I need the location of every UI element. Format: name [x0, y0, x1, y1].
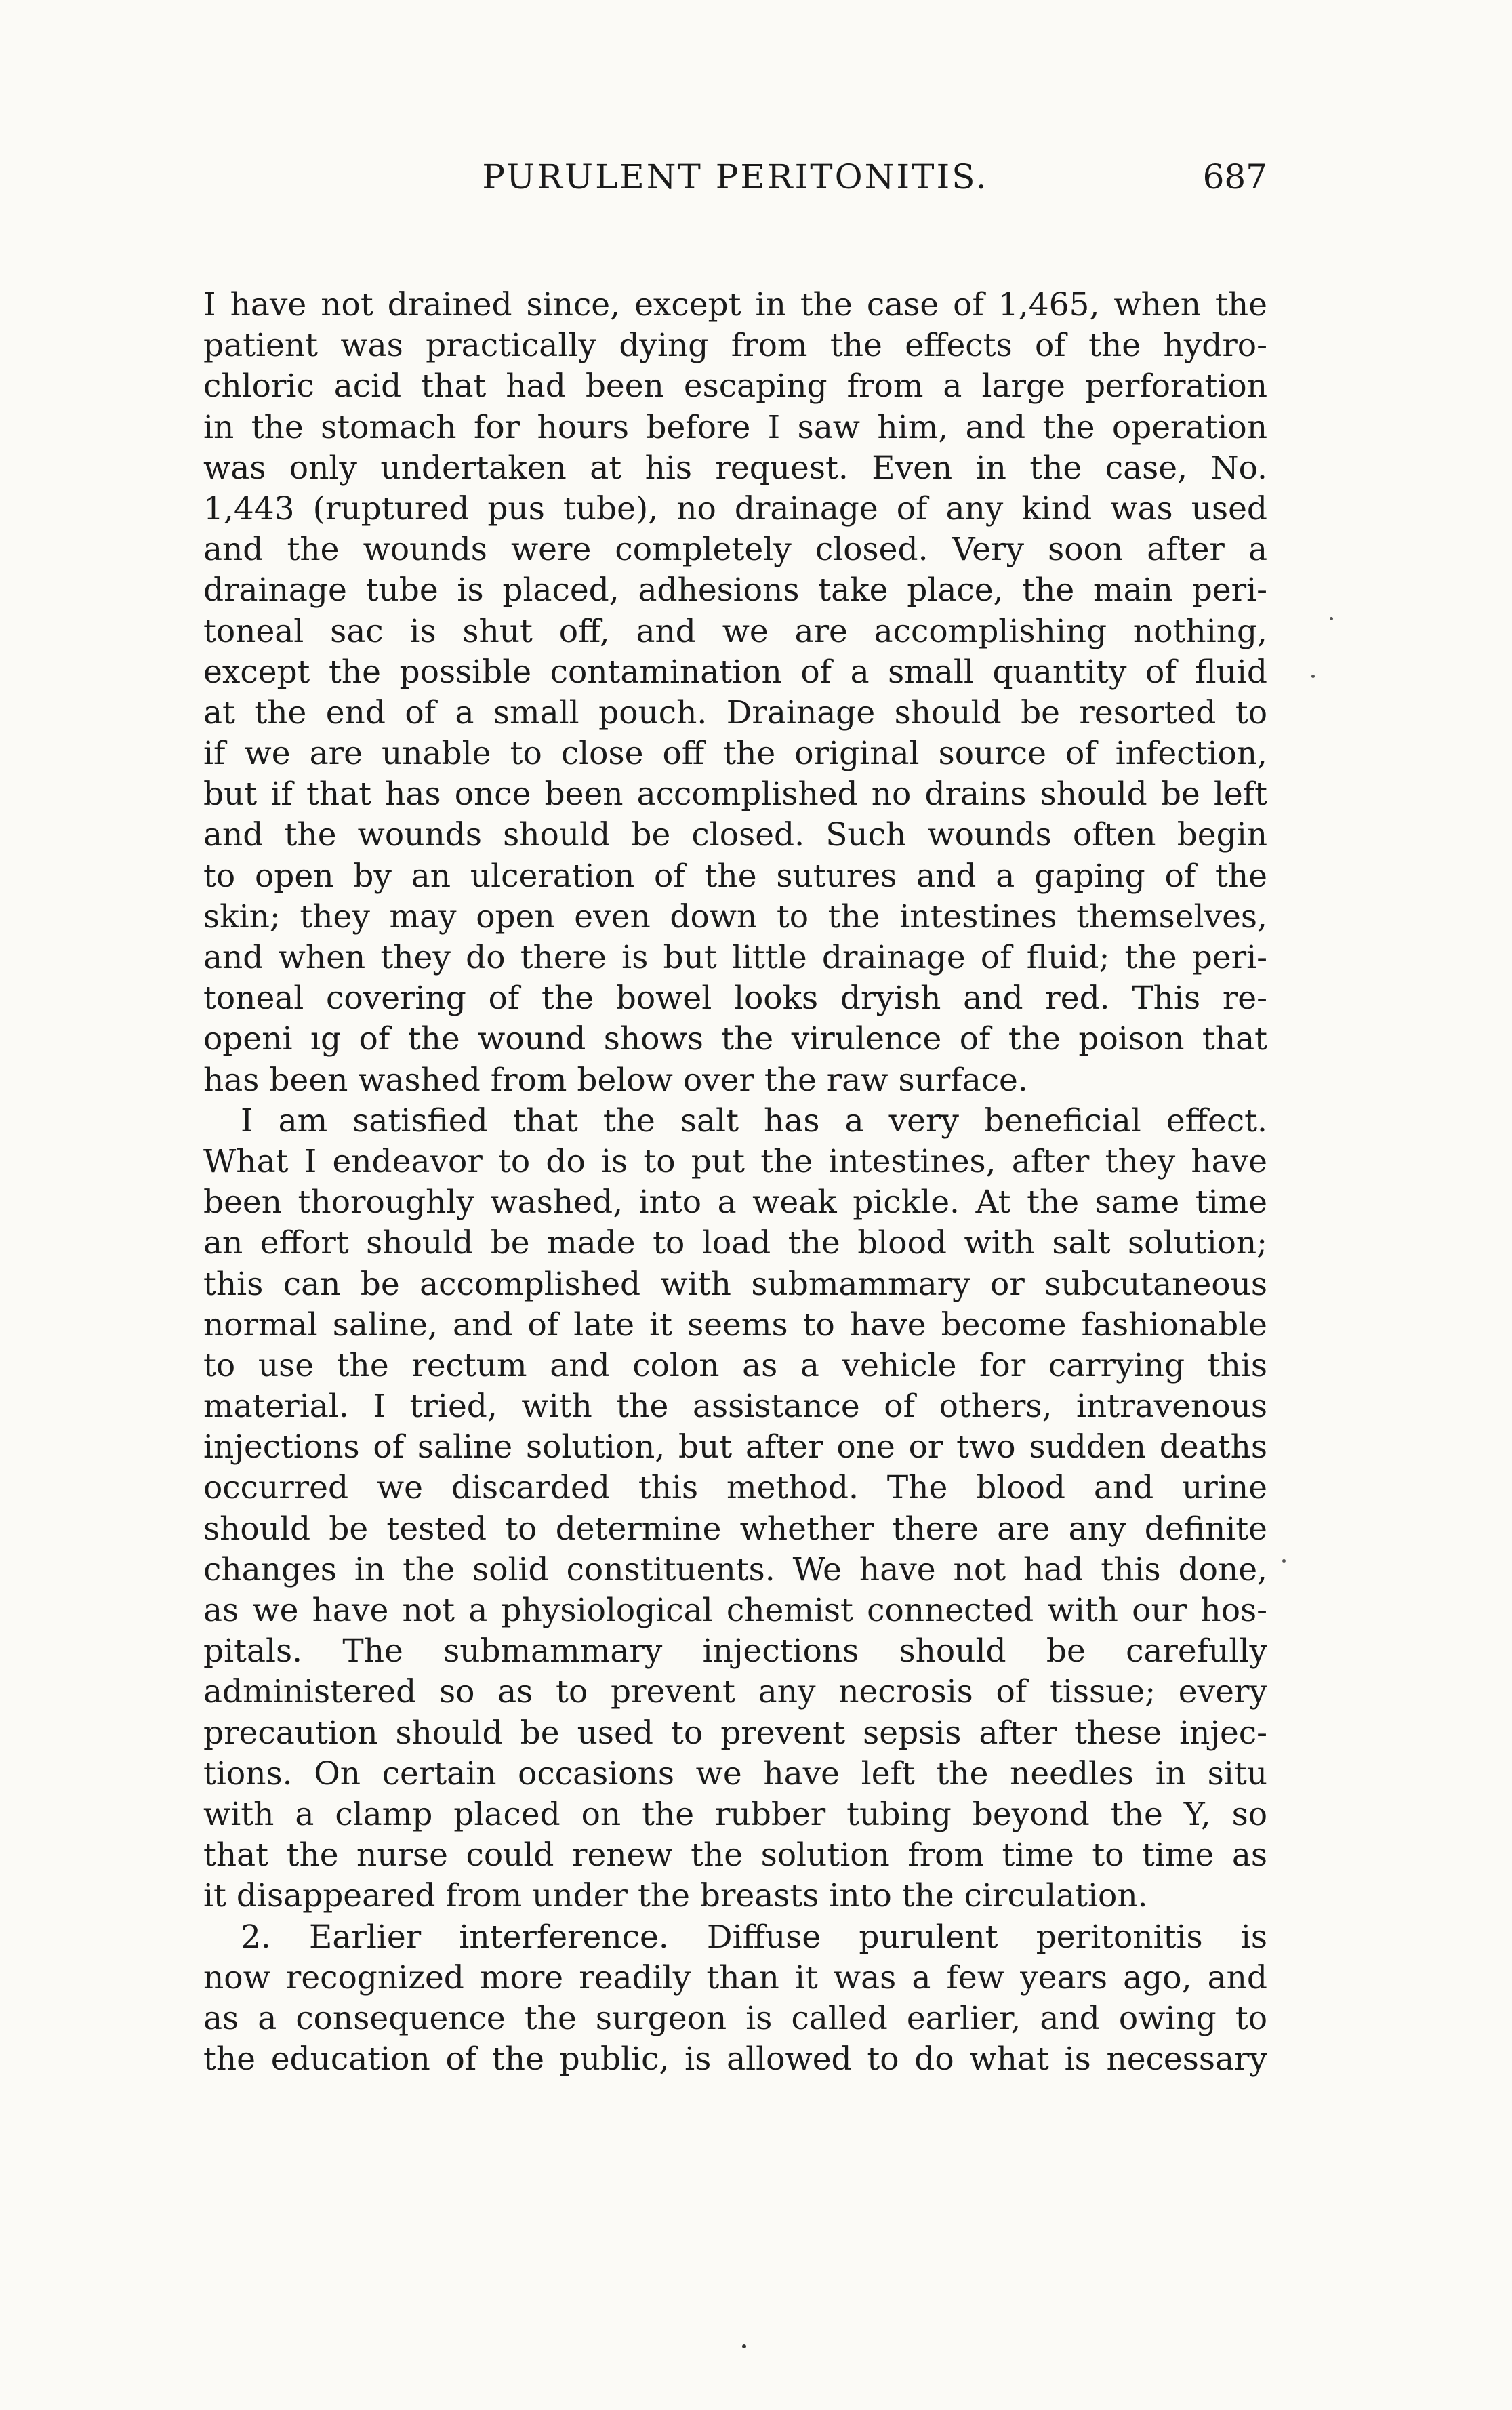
- text-line: tions. On certain occasions we have left the needles in situ: [203, 1754, 1267, 1792]
- page-number: 687: [1202, 157, 1267, 197]
- margin-speck: [1282, 1559, 1286, 1563]
- text-line: and the wounds were completely closed. Very soon after a: [203, 531, 1267, 569]
- text-line: it disappeared from under the breasts into the circulation.: [203, 1877, 1148, 1915]
- text-line: the education of the public, is allowed to do what is necessary: [203, 2041, 1267, 2078]
- text-line: to open by an ulceration of the sutures and a gaping of the: [203, 857, 1267, 895]
- text-line: been thoroughly washed, into a weak pickle. At the same time: [203, 1184, 1267, 1222]
- text-line: normal saline, and of late it seems to have become fashionable: [203, 1306, 1267, 1344]
- text-line: openi ıg of the wound shows the virulence of the poison that: [203, 1020, 1267, 1058]
- text-line: administered so as to prevent any necrosis of tissue; every: [203, 1673, 1267, 1711]
- text-line: material. I tried, with the assistance of others, intravenous: [203, 1388, 1267, 1426]
- text-line: to use the rectum and colon as a vehicle for carrying this: [203, 1346, 1267, 1384]
- text-line: 1,443 (ruptured pus tube), no drainage of any kind was used: [203, 489, 1267, 527]
- text-line: toneal covering of the bowel looks dryish and red. This re-: [203, 980, 1267, 1018]
- text-line: and the wounds should be closed. Such wounds often begin: [203, 816, 1267, 854]
- text-line: changes in the solid constituents. We have not had this done,: [203, 1550, 1267, 1588]
- text-line: with a clamp placed on the rubber tubing beyond the Y, so: [203, 1795, 1267, 1833]
- text-line: in the stomach for hours before I saw him, and the operation: [203, 408, 1267, 446]
- margin-speck: [1311, 675, 1315, 678]
- text-line: as we have not a physiological chemist connected with our hos-: [203, 1592, 1267, 1629]
- text-line: except the possible contamination of a small quantity of fluid: [203, 653, 1267, 691]
- running-head: PURULENT PERITONITIS.: [482, 157, 989, 197]
- text-line: I have not drained since, except in the case of 1,465, when the: [203, 286, 1267, 323]
- margin-speck: [1330, 617, 1333, 620]
- text-line: What I endeavor to do is to put the intestines, after they have: [203, 1142, 1267, 1180]
- text-line: should be tested to determine whether there are any definite: [203, 1510, 1267, 1548]
- text-line: injections of saline solution, but after one or two sudden deaths: [203, 1428, 1267, 1466]
- text-line: but if that has once been accomplished no drains should be left: [203, 776, 1267, 814]
- text-line: occurred we discarded this method. The blood and urine: [203, 1469, 1267, 1507]
- text-line: chloric acid that had been escaping from a large perforation: [203, 367, 1267, 405]
- text-line: that the nurse could renew the solution from time to time as: [203, 1836, 1267, 1874]
- text-line: skin; they may open even down to the intestines themselves,: [203, 898, 1267, 936]
- text-line: now recognized more readily than it was a few years ago, and: [203, 1959, 1267, 1996]
- footer-speck: [742, 2344, 746, 2348]
- text-line: was only undertaken at his request. Even in the case, No.: [203, 449, 1267, 487]
- text-line: as a consequence the surgeon is called earlier, and owing to: [203, 1999, 1267, 2037]
- text-line: pitals. The submammary injections should be carefully: [203, 1632, 1267, 1670]
- text-line: an effort should be made to load the blood with salt solution;: [203, 1224, 1267, 1262]
- text-line: if we are unable to close off the original source of infection,: [203, 735, 1267, 773]
- text-line: I am satisfied that the salt has a very beneficial effect.: [241, 1102, 1267, 1140]
- text-line: and when they do there is but little drainage of fluid; the peri-: [203, 939, 1267, 976]
- text-line: this can be accomplished with submammary or subcutaneous: [203, 1265, 1267, 1303]
- text-line: at the end of a small pouch. Drainage should be resorted to: [203, 694, 1267, 731]
- text-line: drainage tube is placed, adhesions take place, the main peri-: [203, 571, 1267, 609]
- text-line: toneal sac is shut off, and we are accomplishing nothing,: [203, 612, 1267, 650]
- text-line: has been washed from below over the raw surface.: [203, 1061, 1028, 1099]
- text-line: patient was practically dying from the effects of the hydro-: [203, 327, 1267, 365]
- text-line: 2. Earlier interference. Diffuse purulent peritonitis is: [241, 1918, 1267, 1956]
- page-header: [203, 157, 1267, 205]
- body-text: [203, 285, 1267, 2080]
- text-line: precaution should be used to prevent sepsis after these injec-: [203, 1714, 1267, 1752]
